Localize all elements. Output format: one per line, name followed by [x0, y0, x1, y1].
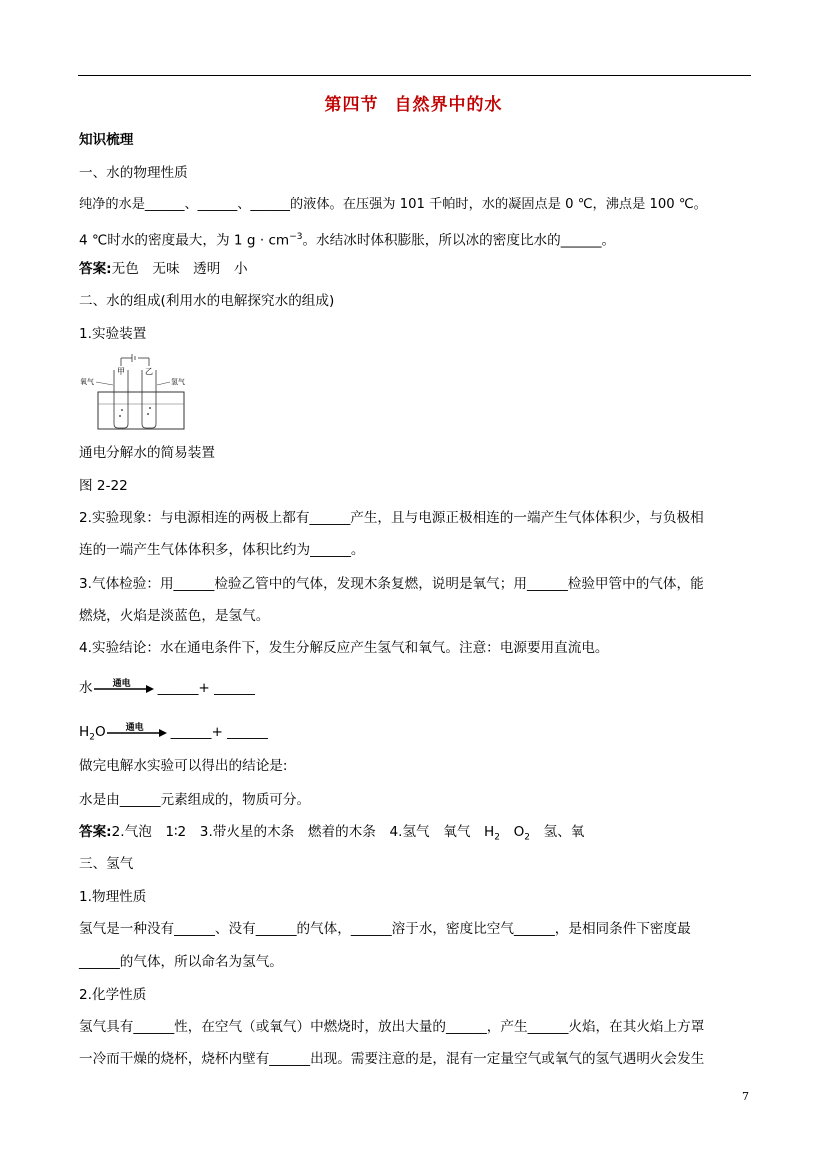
text-line: 三、氢气 — [79, 856, 134, 872]
figure-number: 图 2-22 — [79, 478, 128, 494]
text-line: ______的气体，所以命名为氢气。 — [79, 954, 283, 970]
tube-b-label: 乙 — [145, 367, 153, 376]
tube-a-label: 甲 — [117, 367, 125, 376]
figure-caption: 通电分解水的简易装置 — [79, 445, 215, 461]
heading: 知识梳理 — [79, 132, 134, 148]
section-number: 第四节 — [324, 95, 379, 115]
text-line: 4 ℃时水的密度最大，为 1 $g \cdot cm^{-3}$。水结冰时体积膨胀，所以冰的密度比水的______。 — [79, 232, 616, 249]
text-line: 2.实验现象：与电源相连的两极上都有______产生，且与电源正极相连的一端产生气体体积少，与负极相 — [79, 510, 704, 526]
answer-line: 答案:无色 无味 透明 小 — [79, 261, 248, 277]
text-line: 1.实验装置 — [79, 326, 147, 342]
text-line: 一、水的物理性质 — [79, 165, 188, 181]
reaction-arrow-icon: 通电 — [94, 679, 156, 697]
equation-formula: $H_2O$ 通电 ______+ ______ — [79, 723, 268, 743]
text-line: 纯净的水是______、______、______的液体。在压强为 101 千帕时，水的凝固点是 0 ℃，沸点是 100 ℃。 — [79, 197, 707, 212]
reaction-arrow-icon: 通电 — [107, 723, 169, 741]
text-line: 连的一端产生气体体积多，体积比约为______。 — [79, 542, 365, 558]
right-gas-label: 氢气 — [171, 378, 185, 386]
electrolysis-apparatus-figure — [78, 352, 198, 432]
text-line: 氢气具有______性，在空气（或氧气）中燃烧时，放出大量的______，产生______火焰，在其火焰上方罩 — [79, 1019, 705, 1035]
page-title — [0, 90, 827, 115]
text-line: 氢气是一种没有______、没有______的气体，______溶于水，密度比空气______，是相同条件下密度最 — [79, 921, 691, 937]
page-number: 7 — [742, 1090, 749, 1103]
text-line: 1.物理性质 — [79, 889, 147, 905]
text-line: 2.化学性质 — [79, 987, 147, 1003]
equation-word: 水 通电 ______+ ______ — [79, 679, 255, 696]
text-line: 燃烧，火焰是淡蓝色，是氢气。 — [79, 608, 270, 624]
text-line: 水是由______元素组成的，物质可分。 — [79, 792, 311, 808]
text-line: 4.实验结论：水在通电条件下，发生分解反应产生氢气和氧气。注意：电源要用直流电。 — [79, 640, 609, 656]
text-line: 3.气体检验：用______检验乙管中的气体，发现木条复燃，说明是氧气；用______检验甲管中的气体，能 — [79, 576, 704, 592]
text-line: 二、水的组成(利用水的电解探究水的组成) — [79, 293, 335, 309]
text-line: 做完电解水实验可以得出的结论是: — [79, 758, 288, 774]
answer-line: 答案:2.气泡 1∶2 3.带火星的木条 燃着的木条 4.氢气 氧气 $H_2$ $O_2$ 氢、氧 — [79, 824, 585, 843]
header-rule — [78, 75, 751, 76]
left-gas-label: 氧气 — [80, 378, 94, 386]
section-name: 自然界中的水 — [394, 95, 503, 115]
text-line: 一冷而干燥的烧杯，烧杯内壁有______出现。需要注意的是，混有一定量空气或氧气的氢气遇明火会发生 — [79, 1051, 705, 1067]
